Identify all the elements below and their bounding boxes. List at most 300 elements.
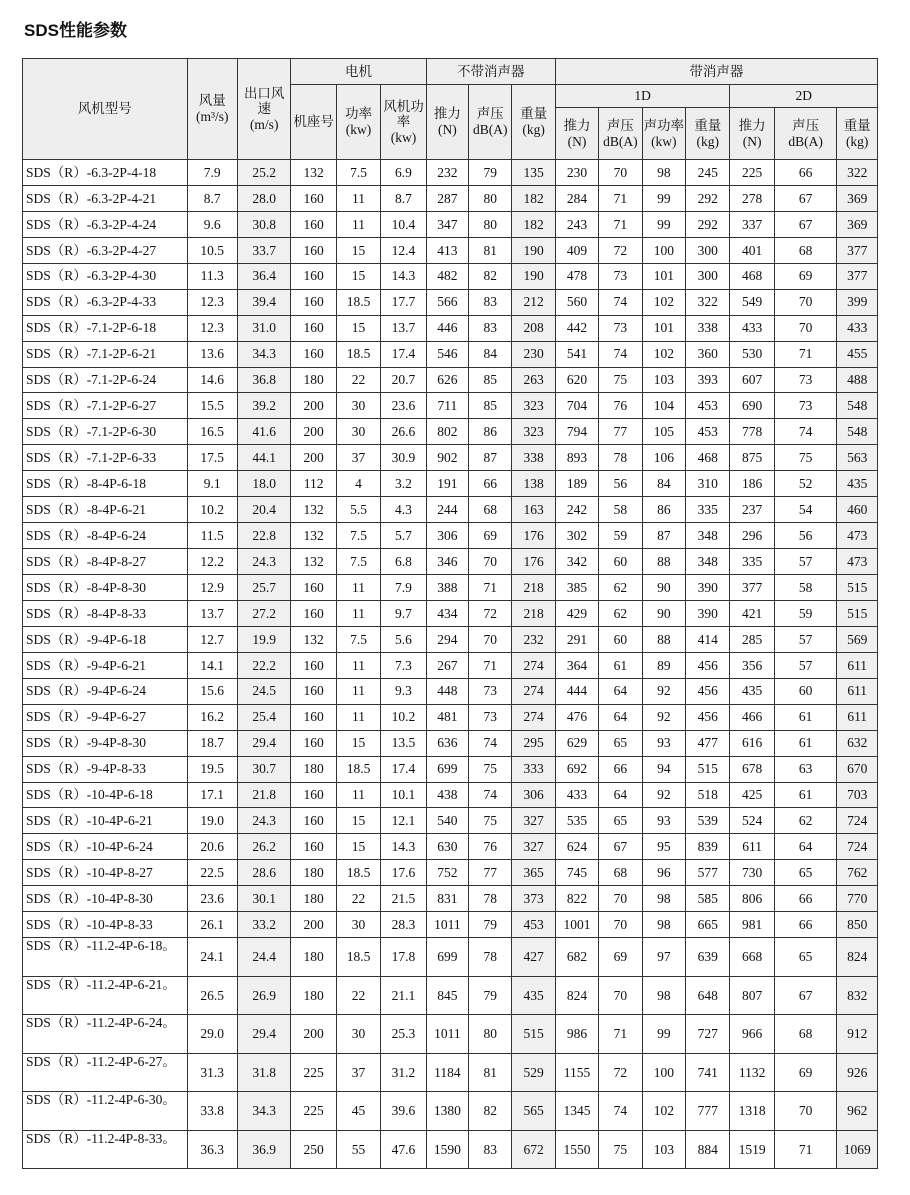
cell-airflow: 24.1 (187, 938, 237, 977)
cell-1d-thrust: 629 (555, 730, 598, 756)
cell-1d-weight: 665 (686, 912, 730, 938)
cell-2d-sound: 59 (774, 600, 837, 626)
cell-fan-power: 7.9 (381, 575, 426, 601)
cell-1d-sound: 71 (599, 211, 642, 237)
cell-weight: 435 (512, 976, 555, 1015)
cell-1d-sound-power: 99 (642, 211, 685, 237)
cell-2d-thrust: 335 (730, 549, 774, 575)
cell-fan-power: 13.5 (381, 730, 426, 756)
cell-1d-sound-power: 92 (642, 782, 685, 808)
cell-1d-sound: 75 (599, 367, 642, 393)
cell-2d-thrust: 1132 (730, 1053, 774, 1092)
cell-fan-power: 3.2 (381, 471, 426, 497)
table-row (23, 782, 878, 808)
cell-2d-sound: 66 (774, 912, 837, 938)
cell-weight: 295 (512, 730, 555, 756)
cell-1d-thrust: 986 (555, 1015, 598, 1054)
cell-2d-sound: 62 (774, 808, 837, 834)
cell-frame: 180 (291, 756, 336, 782)
cell-thrust: 232 (426, 160, 468, 186)
cell-power: 7.5 (336, 160, 380, 186)
cell-sound: 79 (469, 160, 512, 186)
cell-2d-thrust: 806 (730, 886, 774, 912)
cell-fan-power: 14.3 (381, 834, 426, 860)
cell-1d-sound-power: 102 (642, 1092, 685, 1131)
cell-weight: 190 (512, 263, 555, 289)
table-row (23, 912, 878, 938)
cell-1d-thrust: 242 (555, 497, 598, 523)
cell-weight: 529 (512, 1053, 555, 1092)
cell-thrust: 699 (426, 938, 468, 977)
cell-airflow: 12.9 (187, 575, 237, 601)
cell-fan-power: 17.8 (381, 938, 426, 977)
cell-thrust: 902 (426, 445, 468, 471)
cell-1d-sound: 66 (599, 756, 642, 782)
cell-thrust: 438 (426, 782, 468, 808)
cell-sound: 78 (469, 938, 512, 977)
cell-1d-thrust: 541 (555, 341, 598, 367)
cell-1d-weight: 648 (686, 976, 730, 1015)
cell-2d-weight: 670 (837, 756, 878, 782)
cell-2d-thrust: 875 (730, 445, 774, 471)
cell-1d-sound-power: 92 (642, 704, 685, 730)
cell-1d-weight: 577 (686, 860, 730, 886)
cell-1d-sound-power: 101 (642, 315, 685, 341)
cell-power: 7.5 (336, 549, 380, 575)
cell-thrust: 1011 (426, 1015, 468, 1054)
cell-thrust: 1184 (426, 1053, 468, 1092)
cell-2d-weight: 962 (837, 1092, 878, 1131)
cell-2d-weight: 850 (837, 912, 878, 938)
cell-fan-power: 4.3 (381, 497, 426, 523)
cell-weight: 274 (512, 652, 555, 678)
cell-outlet-speed: 29.4 (237, 1015, 290, 1054)
cell-outlet-speed: 34.3 (237, 341, 290, 367)
cell-sound: 80 (469, 1015, 512, 1054)
cell-power: 11 (336, 652, 380, 678)
cell-1d-sound: 74 (599, 341, 642, 367)
header-fan-power: 风机功率 (kw) (381, 85, 426, 160)
cell-1d-weight: 393 (686, 367, 730, 393)
cell-thrust: 267 (426, 652, 468, 678)
cell-fan-power: 47.6 (381, 1130, 426, 1169)
cell-2d-thrust: 524 (730, 808, 774, 834)
cell-power: 11 (336, 782, 380, 808)
cell-model: SDS（R）-7.1-2P-6-30 (23, 419, 188, 445)
cell-1d-weight: 390 (686, 575, 730, 601)
cell-2d-sound: 69 (774, 1053, 837, 1092)
cell-thrust: 752 (426, 860, 468, 886)
cell-2d-weight: 563 (837, 445, 878, 471)
cell-frame: 160 (291, 185, 336, 211)
cell-1d-sound: 59 (599, 523, 642, 549)
cell-2d-sound: 66 (774, 886, 837, 912)
cell-outlet-speed: 22.2 (237, 652, 290, 678)
cell-sound: 75 (469, 756, 512, 782)
cell-1d-sound-power: 87 (642, 523, 685, 549)
cell-model: SDS（R）-9-4P-8-33 (23, 756, 188, 782)
cell-2d-sound: 67 (774, 976, 837, 1015)
cell-airflow: 16.2 (187, 704, 237, 730)
cell-model: SDS（R）-9-4P-6-24 (23, 678, 188, 704)
table-row (23, 1130, 878, 1169)
cell-model: SDS（R）-8-4P-6-24 (23, 523, 188, 549)
cell-frame: 132 (291, 497, 336, 523)
cell-frame: 160 (291, 678, 336, 704)
cell-airflow: 12.2 (187, 549, 237, 575)
cell-2d-thrust: 807 (730, 976, 774, 1015)
cell-fan-power: 14.3 (381, 263, 426, 289)
cell-1d-weight: 727 (686, 1015, 730, 1054)
cell-1d-thrust: 385 (555, 575, 598, 601)
cell-1d-weight: 390 (686, 600, 730, 626)
table-row (23, 600, 878, 626)
header-weight: 重量 (kg) (512, 85, 555, 160)
cell-fan-power: 26.6 (381, 419, 426, 445)
cell-1d-sound-power: 90 (642, 600, 685, 626)
cell-2d-thrust: 425 (730, 782, 774, 808)
cell-sound: 69 (469, 523, 512, 549)
cell-1d-sound: 69 (599, 938, 642, 977)
cell-outlet-speed: 30.7 (237, 756, 290, 782)
cell-frame: 160 (291, 289, 336, 315)
cell-2d-thrust: 549 (730, 289, 774, 315)
cell-2d-thrust: 401 (730, 237, 774, 263)
cell-power: 45 (336, 1092, 380, 1131)
cell-2d-weight: 926 (837, 1053, 878, 1092)
cell-frame: 160 (291, 652, 336, 678)
cell-1d-sound: 74 (599, 289, 642, 315)
cell-frame: 160 (291, 782, 336, 808)
cell-outlet-speed: 24.5 (237, 678, 290, 704)
header-1d-sound: 声压 dB(A) (599, 108, 642, 160)
cell-weight: 373 (512, 886, 555, 912)
cell-1d-sound-power: 103 (642, 1130, 685, 1169)
cell-frame: 225 (291, 1053, 336, 1092)
cell-model: SDS（R）-9-4P-6-21 (23, 652, 188, 678)
cell-2d-sound: 65 (774, 860, 837, 886)
cell-sound: 78 (469, 886, 512, 912)
cell-1d-sound-power: 86 (642, 497, 685, 523)
cell-1d-weight: 300 (686, 237, 730, 263)
cell-1d-sound-power: 96 (642, 860, 685, 886)
cell-1d-weight: 338 (686, 315, 730, 341)
cell-2d-thrust: 237 (730, 497, 774, 523)
cell-weight: 218 (512, 600, 555, 626)
cell-1d-thrust: 893 (555, 445, 598, 471)
cell-1d-thrust: 824 (555, 976, 598, 1015)
cell-1d-sound: 72 (599, 237, 642, 263)
cell-sound: 83 (469, 1130, 512, 1169)
performance-table (22, 58, 878, 1169)
table-row (23, 730, 878, 756)
table-row (23, 315, 878, 341)
cell-2d-weight: 632 (837, 730, 878, 756)
cell-thrust: 347 (426, 211, 468, 237)
cell-model: SDS（R）-11.2-4P-6-24。 (23, 1015, 188, 1054)
cell-thrust: 831 (426, 886, 468, 912)
cell-outlet-speed: 18.0 (237, 471, 290, 497)
cell-fan-power: 13.7 (381, 315, 426, 341)
cell-airflow: 11.5 (187, 523, 237, 549)
cell-thrust: 711 (426, 393, 468, 419)
cell-frame: 200 (291, 419, 336, 445)
cell-weight: 230 (512, 341, 555, 367)
cell-fan-power: 17.4 (381, 756, 426, 782)
cell-power: 11 (336, 575, 380, 601)
cell-2d-thrust: 1318 (730, 1092, 774, 1131)
cell-fan-power: 30.9 (381, 445, 426, 471)
cell-thrust: 699 (426, 756, 468, 782)
cell-weight: 208 (512, 315, 555, 341)
cell-thrust: 1590 (426, 1130, 468, 1169)
header-1d: 1D (555, 85, 730, 108)
cell-1d-weight: 292 (686, 211, 730, 237)
cell-sound: 86 (469, 419, 512, 445)
cell-sound: 70 (469, 626, 512, 652)
cell-sound: 80 (469, 211, 512, 237)
cell-frame: 160 (291, 600, 336, 626)
cell-fan-power: 6.8 (381, 549, 426, 575)
cell-sound: 76 (469, 834, 512, 860)
table-row (23, 976, 878, 1015)
cell-frame: 132 (291, 549, 336, 575)
cell-2d-weight: 433 (837, 315, 878, 341)
cell-2d-weight: 724 (837, 808, 878, 834)
cell-1d-sound: 61 (599, 652, 642, 678)
cell-thrust: 306 (426, 523, 468, 549)
cell-weight: 263 (512, 367, 555, 393)
cell-2d-weight: 377 (837, 237, 878, 263)
header-model: 风机型号 (23, 59, 188, 160)
cell-1d-sound: 71 (599, 185, 642, 211)
cell-outlet-speed: 21.8 (237, 782, 290, 808)
cell-1d-sound: 60 (599, 626, 642, 652)
cell-1d-sound-power: 98 (642, 886, 685, 912)
cell-power: 11 (336, 185, 380, 211)
cell-1d-sound-power: 88 (642, 626, 685, 652)
cell-outlet-speed: 22.8 (237, 523, 290, 549)
cell-2d-weight: 460 (837, 497, 878, 523)
cell-model: SDS（R）-11.2-4P-6-27。 (23, 1053, 188, 1092)
table-row (23, 497, 878, 523)
cell-airflow: 14.1 (187, 652, 237, 678)
cell-weight: 365 (512, 860, 555, 886)
cell-1d-sound-power: 98 (642, 160, 685, 186)
cell-2d-weight: 1069 (837, 1130, 878, 1169)
table-row (23, 1053, 878, 1092)
cell-1d-weight: 639 (686, 938, 730, 977)
cell-fan-power: 39.6 (381, 1092, 426, 1131)
cell-2d-weight: 399 (837, 289, 878, 315)
cell-1d-sound: 74 (599, 1092, 642, 1131)
cell-1d-sound: 62 (599, 600, 642, 626)
cell-2d-sound: 71 (774, 1130, 837, 1169)
cell-fan-power: 9.3 (381, 678, 426, 704)
cell-outlet-speed: 36.9 (237, 1130, 290, 1169)
table-row (23, 341, 878, 367)
cell-frame: 160 (291, 211, 336, 237)
cell-model: SDS（R）-6.3-2P-4-30 (23, 263, 188, 289)
cell-outlet-speed: 30.1 (237, 886, 290, 912)
cell-power: 18.5 (336, 341, 380, 367)
cell-model: SDS（R）-10-4P-8-33 (23, 912, 188, 938)
cell-1d-weight: 515 (686, 756, 730, 782)
cell-thrust: 1380 (426, 1092, 468, 1131)
cell-airflow: 26.1 (187, 912, 237, 938)
cell-fan-power: 23.6 (381, 393, 426, 419)
cell-fan-power: 21.1 (381, 976, 426, 1015)
cell-1d-sound: 64 (599, 704, 642, 730)
cell-outlet-speed: 20.4 (237, 497, 290, 523)
cell-thrust: 540 (426, 808, 468, 834)
table-row (23, 860, 878, 886)
cell-2d-weight: 611 (837, 652, 878, 678)
cell-1d-weight: 468 (686, 445, 730, 471)
cell-airflow: 12.3 (187, 315, 237, 341)
cell-airflow: 13.6 (187, 341, 237, 367)
cell-1d-thrust: 624 (555, 834, 598, 860)
cell-1d-thrust: 409 (555, 237, 598, 263)
cell-1d-sound: 70 (599, 160, 642, 186)
cell-model: SDS（R）-10-4P-6-18 (23, 782, 188, 808)
cell-weight: 327 (512, 808, 555, 834)
cell-2d-weight: 832 (837, 976, 878, 1015)
cell-1d-thrust: 189 (555, 471, 598, 497)
cell-1d-sound-power: 88 (642, 549, 685, 575)
cell-model: SDS（R）-9-4P-6-18 (23, 626, 188, 652)
cell-2d-sound: 56 (774, 523, 837, 549)
cell-2d-sound: 71 (774, 341, 837, 367)
cell-thrust: 802 (426, 419, 468, 445)
cell-model: SDS（R）-10-4P-8-27 (23, 860, 188, 886)
cell-thrust: 446 (426, 315, 468, 341)
cell-frame: 225 (291, 1092, 336, 1131)
cell-frame: 132 (291, 523, 336, 549)
table-row (23, 938, 878, 977)
header-2d-weight: 重量 (kg) (837, 108, 878, 160)
table-row (23, 704, 878, 730)
cell-airflow: 14.6 (187, 367, 237, 393)
table-row (23, 808, 878, 834)
cell-2d-weight: 912 (837, 1015, 878, 1054)
cell-power: 30 (336, 419, 380, 445)
table-row (23, 678, 878, 704)
cell-fan-power: 7.3 (381, 652, 426, 678)
cell-2d-thrust: 690 (730, 393, 774, 419)
table-row (23, 756, 878, 782)
cell-1d-sound-power: 105 (642, 419, 685, 445)
cell-sound: 77 (469, 860, 512, 886)
cell-2d-thrust: 337 (730, 211, 774, 237)
table-row (23, 263, 878, 289)
cell-1d-sound-power: 98 (642, 912, 685, 938)
cell-power: 11 (336, 704, 380, 730)
cell-airflow: 10.2 (187, 497, 237, 523)
cell-outlet-speed: 29.4 (237, 730, 290, 756)
cell-outlet-speed: 25.2 (237, 160, 290, 186)
cell-frame: 160 (291, 730, 336, 756)
table-row (23, 289, 878, 315)
table-row (23, 471, 878, 497)
page-title: SDS性能参数 (24, 21, 127, 40)
cell-sound: 73 (469, 678, 512, 704)
cell-2d-weight: 611 (837, 678, 878, 704)
cell-weight: 176 (512, 549, 555, 575)
cell-airflow: 26.5 (187, 976, 237, 1015)
table-row (23, 523, 878, 549)
cell-airflow: 17.1 (187, 782, 237, 808)
cell-airflow: 20.6 (187, 834, 237, 860)
cell-airflow: 29.0 (187, 1015, 237, 1054)
cell-sound: 84 (469, 341, 512, 367)
cell-model: SDS（R）-7.1-2P-6-18 (23, 315, 188, 341)
cell-weight: 138 (512, 471, 555, 497)
cell-power: 15 (336, 730, 380, 756)
cell-thrust: 448 (426, 678, 468, 704)
cell-airflow: 15.5 (187, 393, 237, 419)
cell-2d-weight: 770 (837, 886, 878, 912)
cell-model: SDS（R）-8-4P-8-27 (23, 549, 188, 575)
cell-airflow: 9.1 (187, 471, 237, 497)
cell-sound: 80 (469, 185, 512, 211)
cell-model: SDS（R）-8-4P-6-18 (23, 471, 188, 497)
cell-airflow: 17.5 (187, 445, 237, 471)
cell-weight: 218 (512, 575, 555, 601)
cell-outlet-speed: 41.6 (237, 419, 290, 445)
cell-model: SDS（R）-6.3-2P-4-21 (23, 185, 188, 211)
cell-thrust: 481 (426, 704, 468, 730)
cell-fan-power: 17.6 (381, 860, 426, 886)
cell-1d-sound: 72 (599, 1053, 642, 1092)
cell-2d-sound: 70 (774, 289, 837, 315)
cell-1d-weight: 456 (686, 704, 730, 730)
cell-weight: 163 (512, 497, 555, 523)
cell-frame: 200 (291, 393, 336, 419)
cell-1d-sound-power: 102 (642, 341, 685, 367)
cell-1d-thrust: 745 (555, 860, 598, 886)
cell-2d-weight: 322 (837, 160, 878, 186)
cell-model: SDS（R）-6.3-2P-4-18 (23, 160, 188, 186)
cell-sound: 87 (469, 445, 512, 471)
table-body (23, 160, 878, 1169)
cell-1d-weight: 539 (686, 808, 730, 834)
cell-model: SDS（R）-8-4P-8-33 (23, 600, 188, 626)
cell-sound: 83 (469, 315, 512, 341)
cell-2d-thrust: 186 (730, 471, 774, 497)
cell-weight: 338 (512, 445, 555, 471)
cell-fan-power: 17.4 (381, 341, 426, 367)
cell-fan-power: 5.6 (381, 626, 426, 652)
cell-outlet-speed: 27.2 (237, 600, 290, 626)
cell-sound: 85 (469, 393, 512, 419)
cell-sound: 72 (469, 600, 512, 626)
cell-1d-thrust: 1001 (555, 912, 598, 938)
cell-outlet-speed: 25.7 (237, 575, 290, 601)
cell-thrust: 244 (426, 497, 468, 523)
cell-fan-power: 8.7 (381, 185, 426, 211)
cell-2d-thrust: 611 (730, 834, 774, 860)
cell-2d-weight: 515 (837, 600, 878, 626)
cell-1d-weight: 477 (686, 730, 730, 756)
cell-outlet-speed: 34.3 (237, 1092, 290, 1131)
cell-2d-weight: 611 (837, 704, 878, 730)
cell-2d-weight: 548 (837, 393, 878, 419)
cell-2d-thrust: 296 (730, 523, 774, 549)
cell-model: SDS（R）-10-4P-6-21 (23, 808, 188, 834)
cell-airflow: 7.9 (187, 160, 237, 186)
cell-1d-weight: 292 (686, 185, 730, 211)
